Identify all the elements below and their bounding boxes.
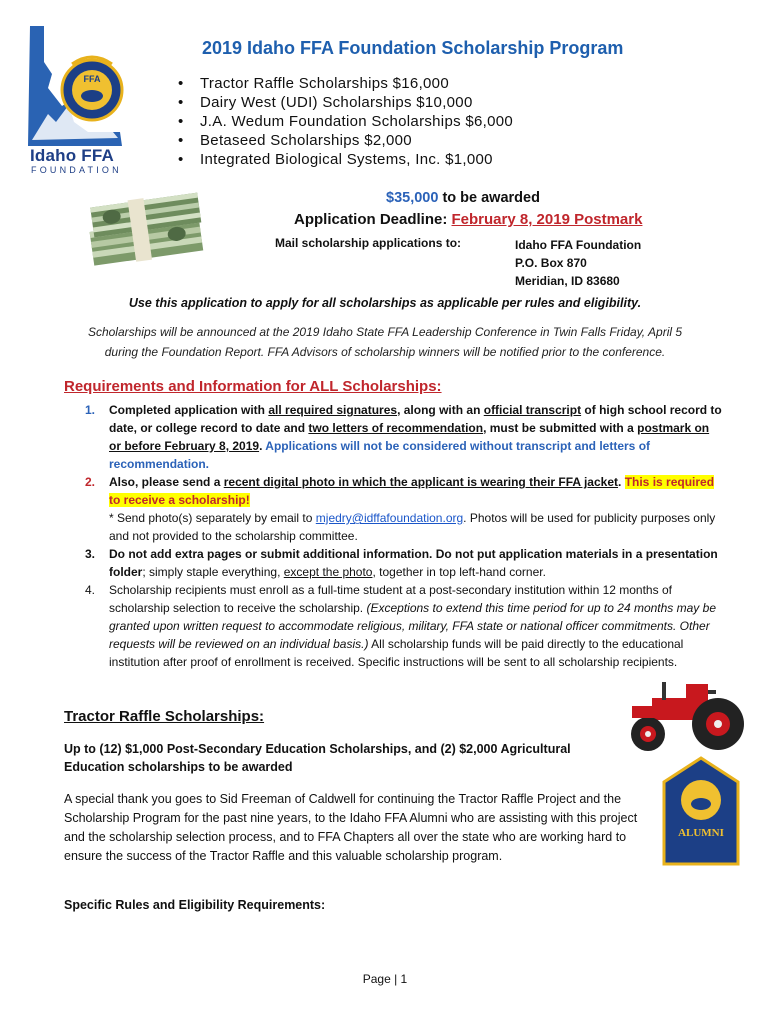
page-number: Page | 1 <box>362 972 408 986</box>
requirement-number: 2. <box>85 475 96 489</box>
text: Scholarship recipients must enroll as a full-time student at a post-secondary institution within 12 months of scholarship selection to receive the scholarship. <box>109 583 672 615</box>
requirement-number: 4. <box>85 583 96 597</box>
text: all required signatures <box>268 403 398 417</box>
text: of high school record to date, or college record to date and <box>109 403 722 435</box>
requirement-item <box>64 401 724 473</box>
requirements-heading: Requirements and Information for ALL Scholarships: <box>64 378 442 395</box>
text: . Photos will be used for publicity purposes only and not provided to the scholarship committee. <box>109 511 716 543</box>
text: . <box>259 439 263 453</box>
scholarship-list <box>178 74 513 169</box>
address-line: Idaho FFA Foundation <box>515 238 642 252</box>
award-amount-suffix: to be awarded <box>438 190 540 206</box>
requirement-item <box>64 545 724 581</box>
list-item: • Tractor Raffle Scholarships $16,000 <box>178 74 513 93</box>
svg-text:ALUMNI: ALUMNI <box>678 827 724 839</box>
announcement-line: during the Foundation Report. FFA Advisors of scholarship winners will be notified prior to the conference. <box>104 345 666 359</box>
email-link[interactable]: mjedry@idffafoundation.org <box>315 511 464 525</box>
use-application-note: Use this application to apply for all scholarships as applicable per rules and eligibility. <box>128 296 642 310</box>
logo-subtitle: FOUNDATION <box>31 165 122 175</box>
text: except the photo <box>283 565 373 579</box>
thanks-paragraph: A special thank you goes to Sid Freeman of Caldwell for continuing the Tractor Raffle Project and the Scholarship Program for the past nine years, to the Idaho FFA Alumni who are assisting with this project and the scholarship selection process, and to FFA Chapters all over the state who are working hard to ensure the success of the Tractor Raffle and this valuable scholarship program. <box>64 792 638 863</box>
money-stack-image <box>80 186 215 276</box>
requirement-item <box>64 581 724 671</box>
tractor-section-heading: Tractor Raffle Scholarships: <box>64 708 265 725</box>
text: , together in top left-hand corner. <box>372 565 546 579</box>
list-item: • J.A. Wedum Foundation Scholarships $6,000 <box>178 112 513 131</box>
highlighted-text: This is required to receive a scholarship! <box>109 475 715 507</box>
address-line: P.O. Box 870 <box>515 256 587 270</box>
deadline-label: Application Deadline: <box>294 211 452 228</box>
list-item: • Betaseed Scholarships $2,000 <box>178 131 513 150</box>
red-tractor-image <box>622 676 752 754</box>
text: * Send photo(s) separately by email to <box>109 511 316 525</box>
text: All scholarship funds will be paid directly to the educational institution after proof of enrollment is received. Specific instructions will be sent to all scholarship recipients. <box>109 637 684 669</box>
text: official transcript <box>483 403 582 417</box>
text: , must be submitted with a <box>483 421 638 435</box>
text: two letters of recommendation <box>308 421 484 435</box>
requirements-list <box>64 401 724 671</box>
text: , along with an <box>397 403 484 417</box>
text: . <box>618 475 625 489</box>
deadline-value: February 8, 2019 Postmark <box>451 211 643 228</box>
deadline-line <box>294 211 642 228</box>
list-item: • Dairy West (UDI) Scholarships $10,000 <box>178 93 513 112</box>
mailing-address <box>515 236 641 290</box>
page-title: 2019 Idaho FFA Foundation Scholarship Program <box>202 38 624 58</box>
svg-text:FFA: FFA <box>83 74 101 84</box>
requirement-number: 3. <box>85 547 96 561</box>
text: Do not add extra pages or submit additional information. Do not put application materials in a presentation folder <box>109 547 718 579</box>
text: recent digital photo in which the applicant is wearing their FFA jacket <box>223 475 619 489</box>
tractor-section-subheading: Up to (12) $1,000 Post-Secondary Education Scholarships, and (2) $2,000 Agricultural Education scholarships to be awarded <box>64 742 571 774</box>
text: Also, please send a <box>109 475 224 489</box>
mail-label: Mail scholarship applications to: <box>275 236 462 250</box>
text: (Exceptions to extend this time period for up to 24 months may be granted upon written request to accommodate religious, military, FFA state or national officer commitments. Other requests will be reviewed on an individual basis.) <box>109 601 716 651</box>
text: ; simply staple everything, <box>142 565 284 579</box>
list-item: • Integrated Biological Systems, Inc. $1,000 <box>178 150 513 169</box>
logo-title: Idaho FFA <box>30 146 114 165</box>
requirement-item <box>64 473 724 545</box>
address-line: Meridian, ID 83680 <box>515 274 620 288</box>
text: Applications will not be considered without transcript and letters of recommendation. <box>109 439 651 471</box>
text: Completed application with <box>109 403 269 417</box>
text: postmark on or before February 8, 2019 <box>109 421 710 453</box>
specific-rules-heading: Specific Rules and Eligibility Requirements: <box>64 898 326 912</box>
announcement-note <box>50 322 720 362</box>
ffa-alumni-badge <box>660 756 742 868</box>
award-amount: $35,000 <box>386 190 439 206</box>
award-amount-line <box>386 190 540 206</box>
requirement-number: 1. <box>85 403 96 417</box>
announcement-line: Scholarships will be announced at the 2019 Idaho State FFA Leadership Conference in Twin Falls Friday, April 5 <box>87 325 683 339</box>
